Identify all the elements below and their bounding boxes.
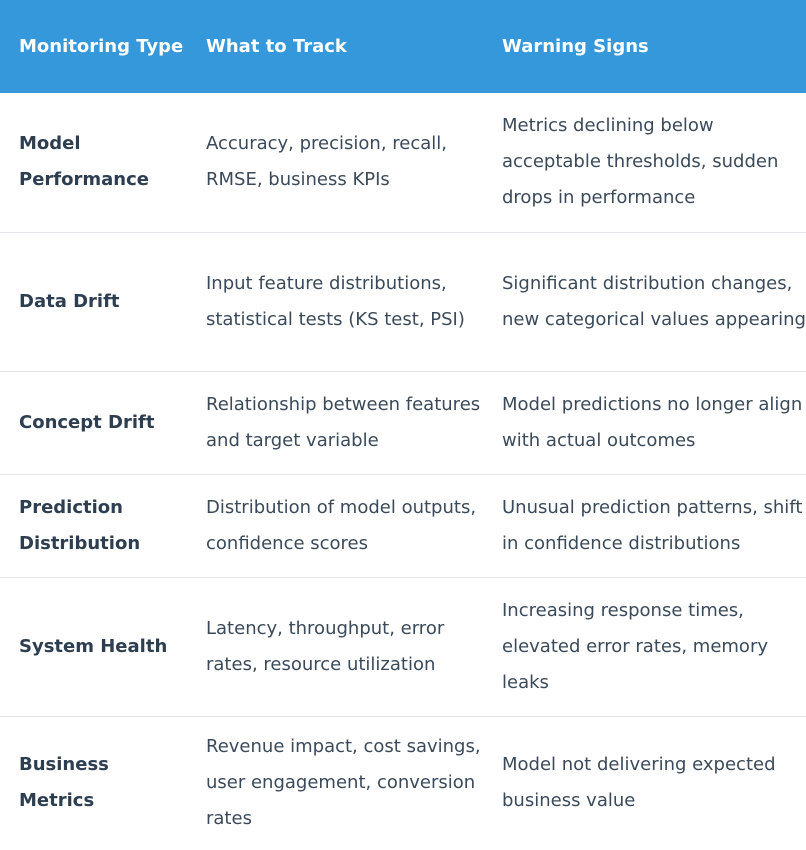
cell-warning-signs: Unusual prediction patterns, shift in confidence distributions xyxy=(502,496,803,554)
header-monitoring-type: Monitoring Type xyxy=(19,35,184,57)
table-row xyxy=(0,716,806,850)
header-warning-signs: Warning Signs xyxy=(502,35,649,57)
table-row xyxy=(0,93,806,232)
cell-monitoring-type: System Health xyxy=(19,635,168,657)
cell-warning-signs: Significant distribution changes, new categorical values appearing xyxy=(502,272,806,330)
cell-monitoring-type: Data Drift xyxy=(19,290,120,312)
cell-warning-signs: Metrics declining below acceptable thresholds, sudden drops in performance xyxy=(502,115,779,209)
table-body xyxy=(0,93,806,850)
table-row xyxy=(0,474,806,577)
cell-what-to-track: Relationship between features and target variable xyxy=(206,393,481,451)
cell-what-to-track: Latency, throughput, error rates, resource utilization xyxy=(206,617,445,675)
cell-what-to-track: Revenue impact, cost savings, user engagement, conversion rates xyxy=(206,736,481,830)
cell-what-to-track: Accuracy, precision, recall, RMSE, business KPIs xyxy=(206,133,447,191)
cell-monitoring-type: Prediction Distribution xyxy=(19,496,141,554)
table-row xyxy=(0,371,806,474)
cell-monitoring-type: Business Metrics xyxy=(19,754,109,812)
cell-warning-signs: Model predictions no longer align with actual outcomes xyxy=(502,393,803,451)
cell-monitoring-type: Model Performance xyxy=(19,133,149,191)
table-header xyxy=(0,0,806,93)
table-row xyxy=(0,577,806,716)
cell-what-to-track: Distribution of model outputs, confidence scores xyxy=(206,496,477,554)
header-row xyxy=(0,0,806,93)
cell-warning-signs: Increasing response times, elevated error rates, memory leaks xyxy=(502,599,769,693)
cell-what-to-track: Input feature distributions, statistical tests (KS test, PSI) xyxy=(206,272,465,330)
table-row xyxy=(0,232,806,371)
cell-monitoring-type: Concept Drift xyxy=(19,411,155,433)
cell-warning-signs: Model not delivering expected business value xyxy=(502,754,776,812)
header-what-to-track: What to Track xyxy=(206,35,347,57)
